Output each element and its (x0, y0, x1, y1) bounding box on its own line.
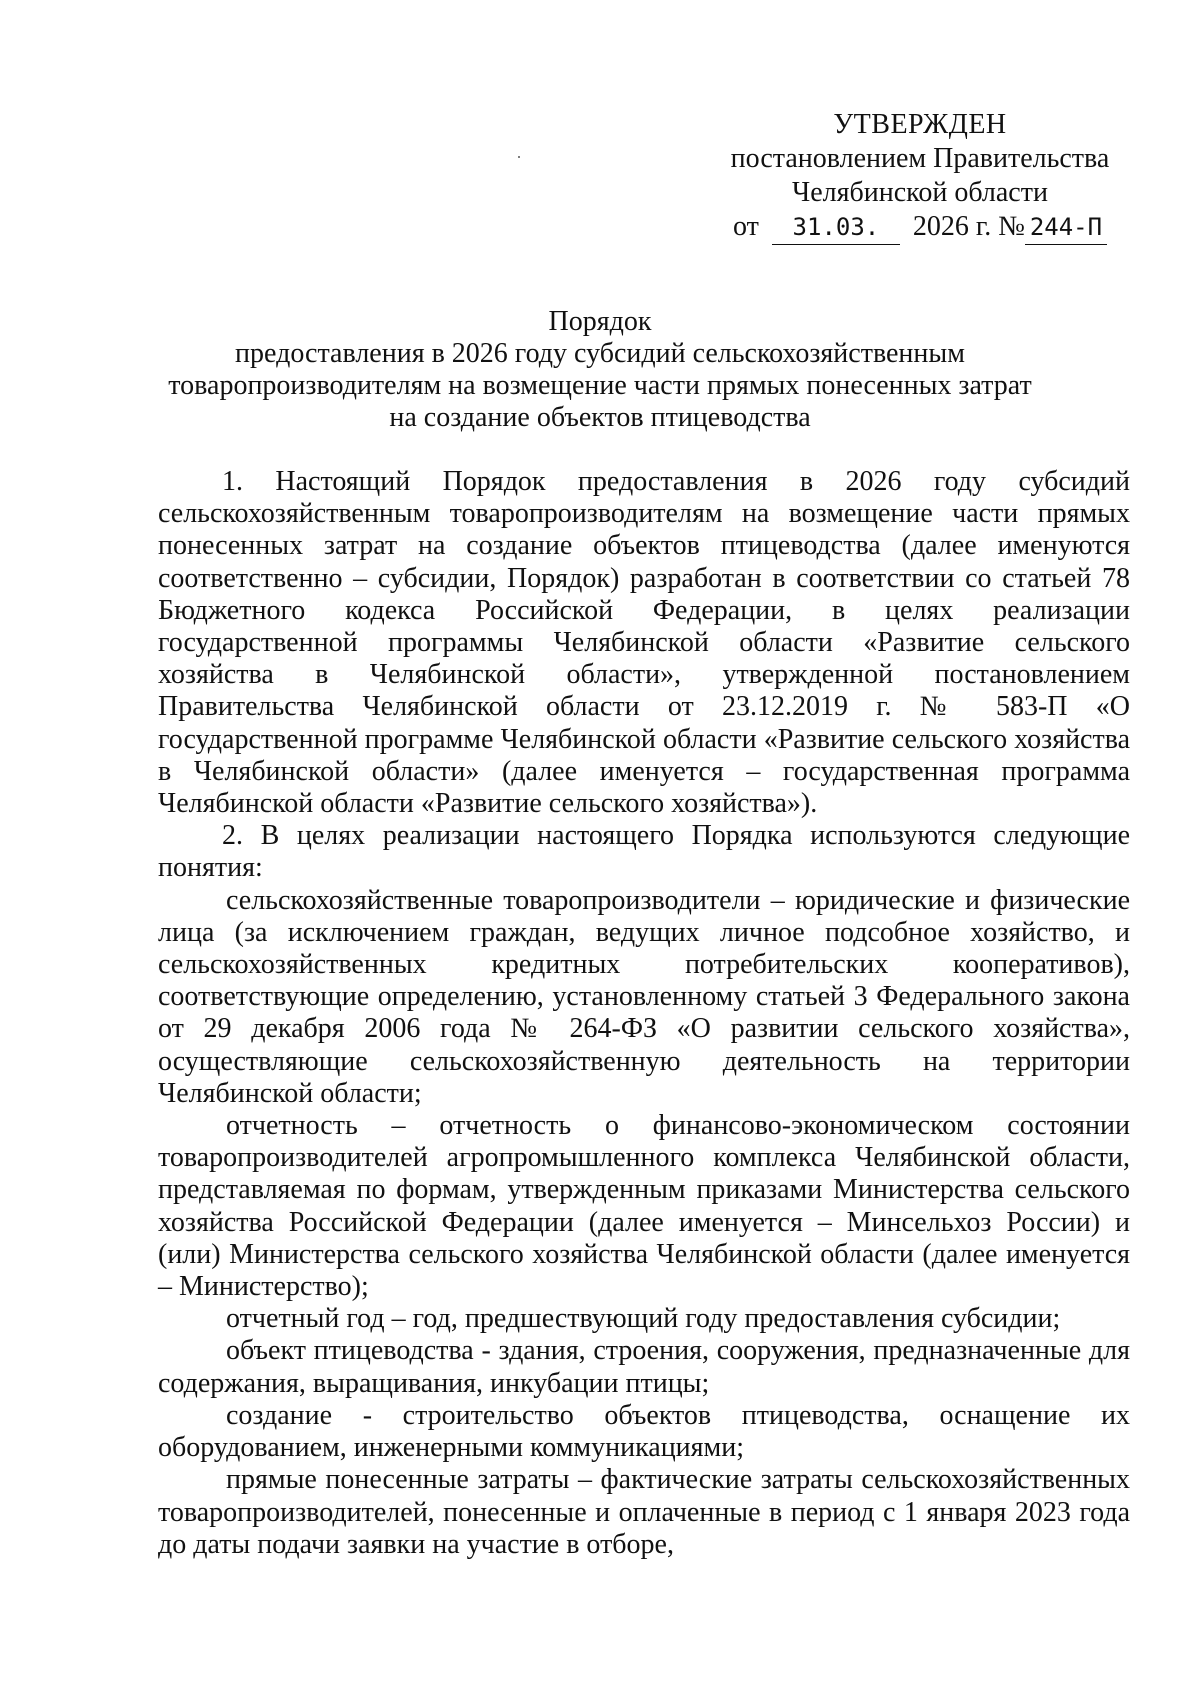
definition-creation: создание - строительство объектов птицеводства, оснащение их оборудованием, инженерными коммуникациями; (158, 1399, 1130, 1464)
document-heading (150, 306, 1050, 434)
date-prefix: от (733, 211, 759, 242)
heading-line-1: Порядок (548, 306, 652, 337)
paragraph-1: 1. Настоящий Порядок предоставления в 2026 году субсидий сельскохозяйственным товаропроизводителям на возмещение части прямых понесенных затрат на создание объектов птицеводства (далее именуются соответственно – субсидии, Порядок) разработан в соответствии со статьей 78 Бюджетного кодекса Российской Федерации, в целях реализации государственной программы Челябинской области «Развитие сельского хозяйства в Челябинской области», утвержденной постановлением Правительства Челябинской области от 23.12.2019 г. № 583-П «О государственной программе Челябинской области «Развитие сельского хозяйства в Челябинской области» (далее именуется – государственная программа Челябинской области «Развитие сельского хозяйства»). (158, 466, 1130, 820)
handwritten-date: 31.03. (772, 210, 900, 245)
handwritten-number: 244-П (1025, 210, 1107, 245)
heading-line-4: на создание объектов птицеводства (389, 402, 811, 433)
definition-reporting-year: отчетный год – год, предшествующий году предоставления субсидии; (226, 1303, 1061, 1335)
year-text: 2026 г. № (912, 211, 1025, 242)
approval-title: УТВЕРЖДЕН (833, 109, 1007, 140)
scan-speck (518, 156, 520, 158)
definition-reporting: отчетность – отчетность о финансово-экономическом состоянии товаропроизводителей агропромышленного комплекса Челябинской области, представляемая по формам, утвержденным приказами Министерства сельского хозяйства Российской Федерации (далее именуется – Минсельхоз России) и (или) Министерства сельского хозяйства Челябинской области (далее именуется – Министерство); (158, 1110, 1130, 1303)
approval-line-2: Челябинской области (792, 177, 1048, 208)
heading-line-3: товаропроизводителям на возмещение части прямых понесенных затрат (168, 370, 1032, 401)
approval-line-1: постановлением Правительства (730, 143, 1110, 174)
document-body (158, 466, 1130, 1561)
paragraph-2: 2. В целях реализации настоящего Порядка используются следующие понятия: (158, 820, 1130, 884)
definition-producers: сельскохозяйственные товаропроизводители – юридические и физические лица (за исключением граждан, ведущих личное подсобное хозяйство, и сельскохозяйственных кредитных потребительских кооперативов), соответствующие определению, установленному статьей 3 Федерального закона от 29 декабря 2006 года № 264-ФЗ «О развитии сельского хозяйства», осуществляющие сельскохозяйственную деятельность на территории Челябинской области; (158, 884, 1130, 1109)
approval-stamp-block (700, 108, 1140, 245)
heading-line-2: предоставления в 2026 году субсидий сельскохозяйственным (235, 338, 965, 369)
approval-date-line (700, 210, 1140, 245)
definition-poultry-object: объект птицеводства - здания, строения, сооружения, предназначенные для содержания, выращивания, инкубации птицы; (158, 1335, 1130, 1399)
definition-direct-costs: прямые понесенные затраты – фактические затраты сельскохозяйственных товаропроизводителей, понесенные и оплаченные в период с 1 января 2023 года до даты подачи заявки на участие в отборе, (158, 1464, 1130, 1560)
